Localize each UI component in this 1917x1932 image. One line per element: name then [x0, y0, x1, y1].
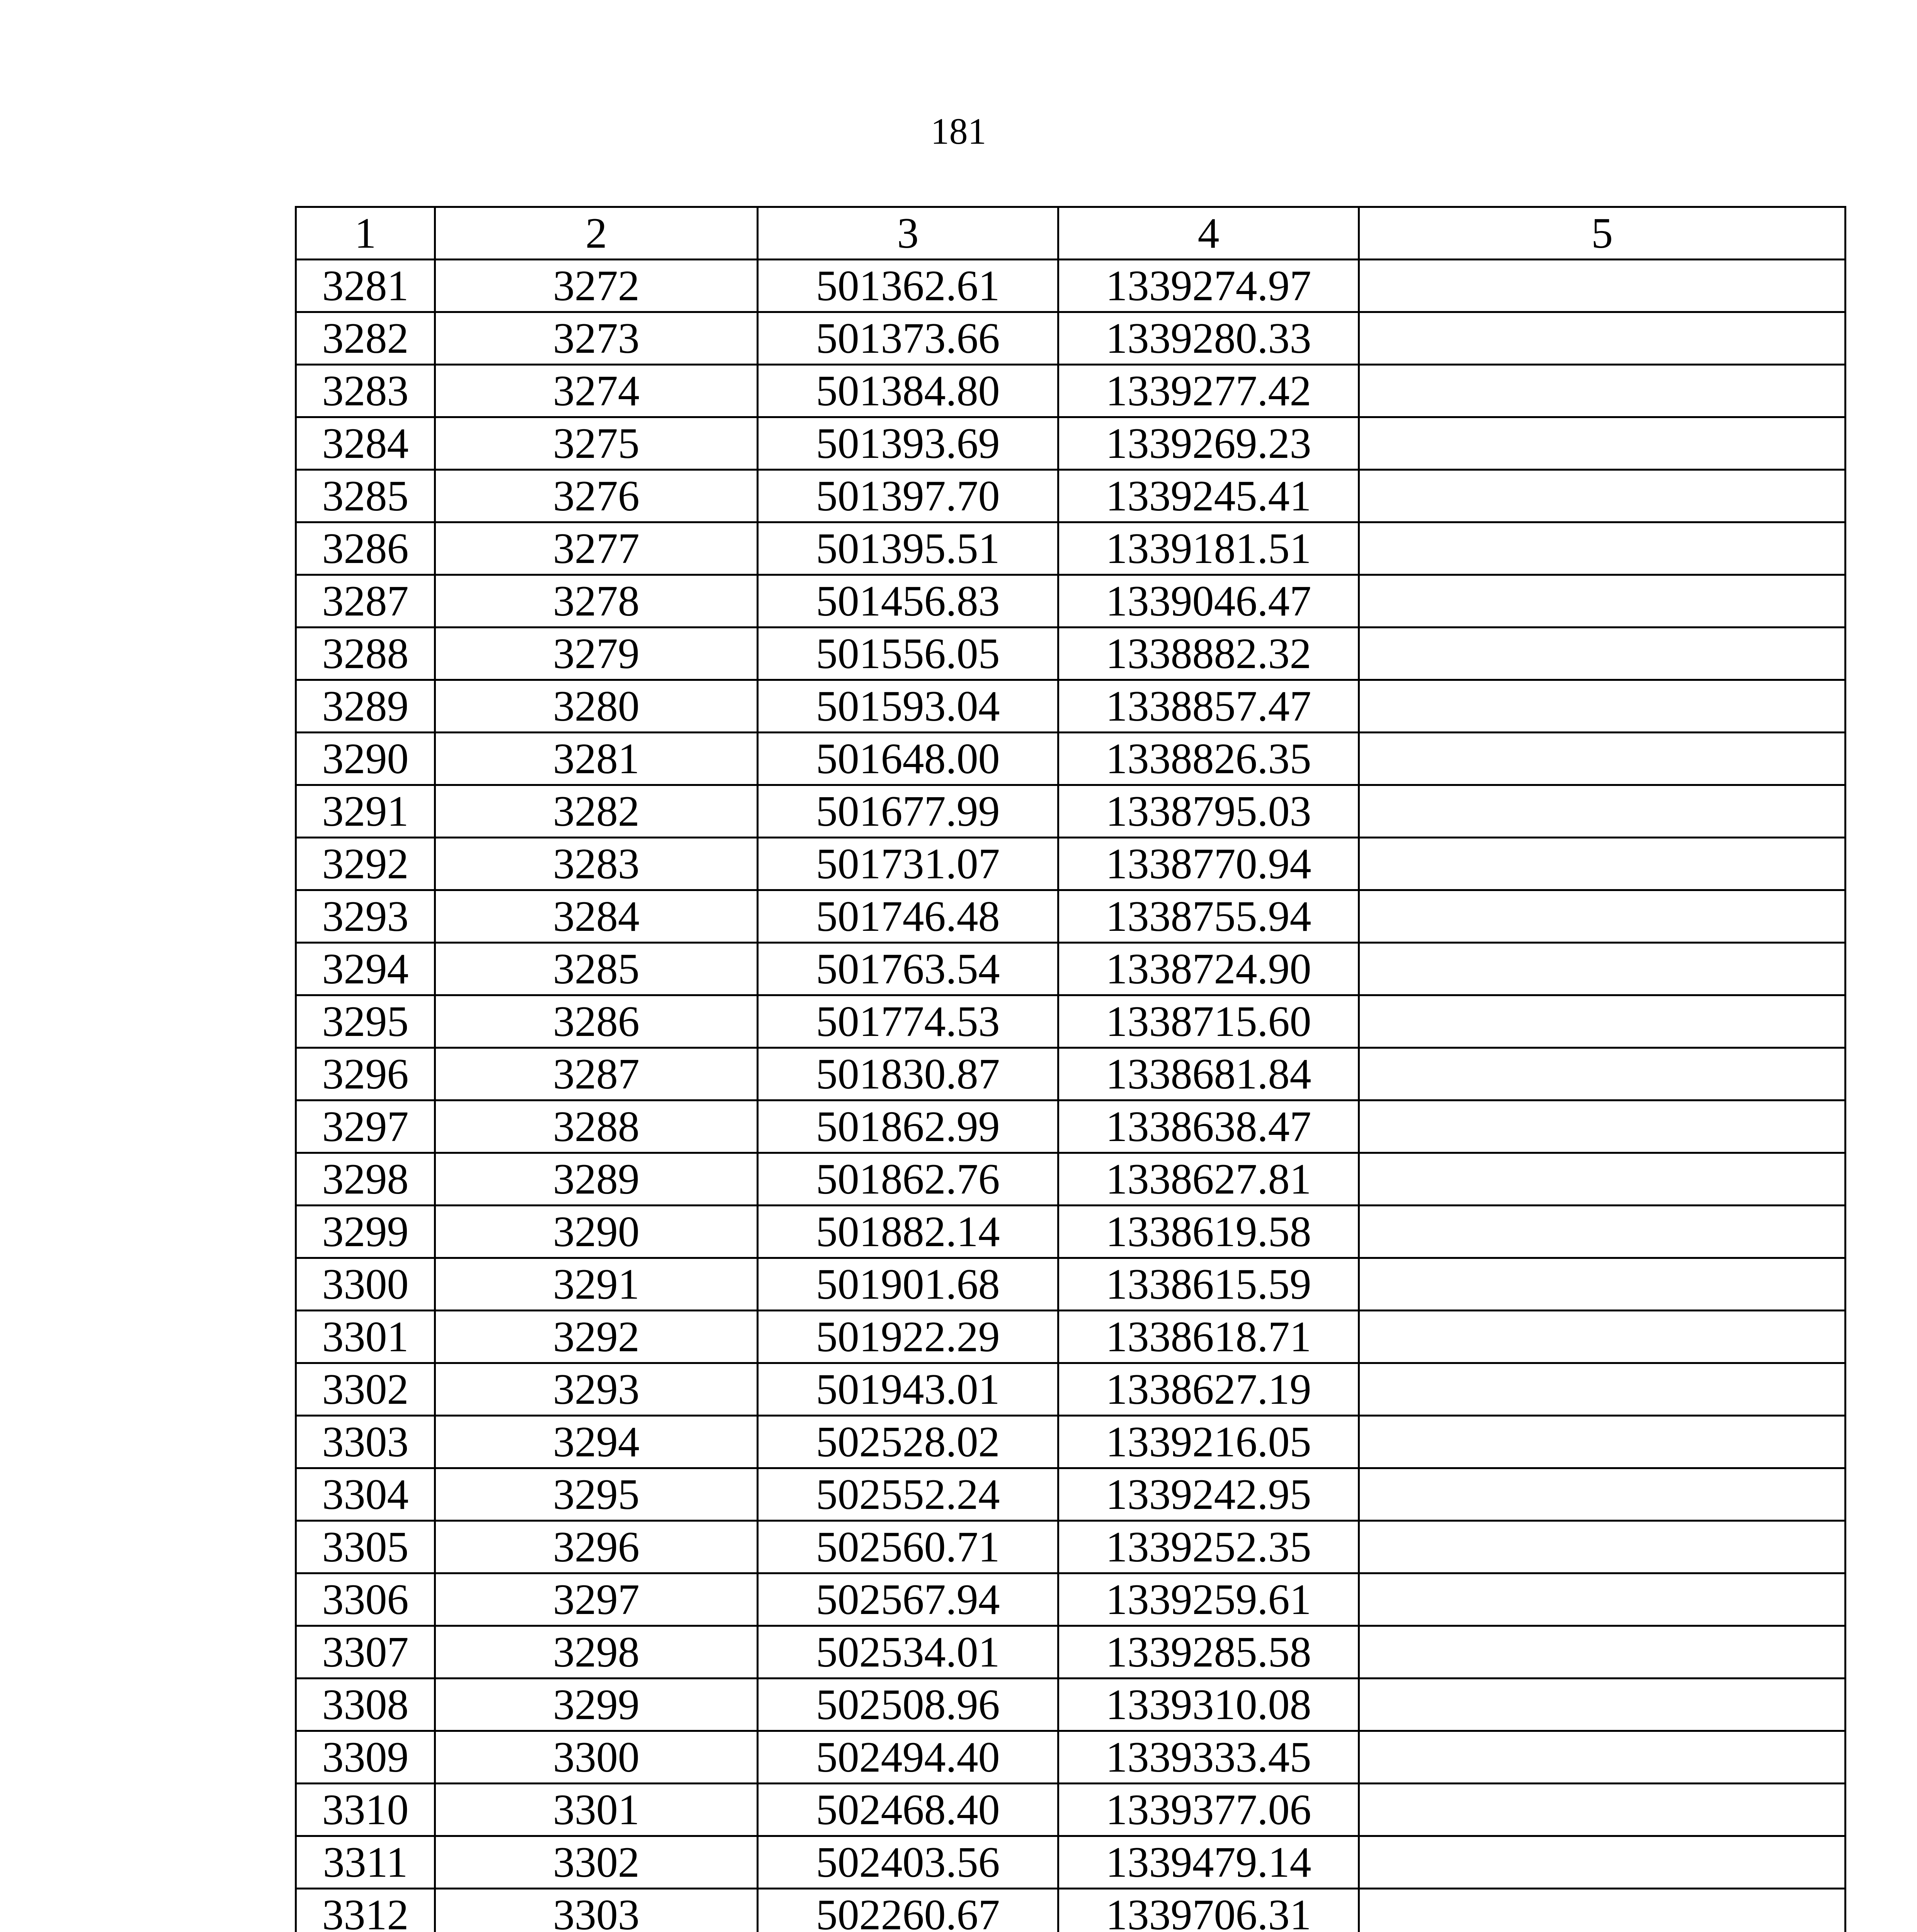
- table-cell-col-2: 3286: [435, 995, 758, 1048]
- table-cell-col-3: 501456.83: [758, 575, 1058, 628]
- table-cell-col-4: 1338627.81: [1058, 1153, 1359, 1206]
- table-cell-col-2: 3291: [435, 1258, 758, 1311]
- table-cell-col-2: 3297: [435, 1573, 758, 1626]
- table-cell-col-1: 3286: [296, 522, 435, 575]
- table-row: [296, 680, 1846, 733]
- table-cell-col-1: 3289: [296, 680, 435, 733]
- table-cell-col-5: [1359, 1468, 1846, 1521]
- table-cell-col-5: [1359, 260, 1846, 312]
- column-header-5: 5: [1359, 207, 1846, 260]
- table-cell-col-3: 501830.87: [758, 1048, 1058, 1100]
- table-cell-col-4: 1338681.84: [1058, 1048, 1359, 1100]
- table-row: [296, 1784, 1846, 1836]
- table-cell-col-5: [1359, 680, 1846, 733]
- table-cell-col-3: 501862.99: [758, 1100, 1058, 1153]
- table-cell-col-3: 501393.69: [758, 417, 1058, 470]
- table-cell-col-4: 1339706.31: [1058, 1889, 1359, 1932]
- table-cell-col-3: 501746.48: [758, 890, 1058, 943]
- coordinates-table: [295, 206, 1846, 1932]
- table-row: [296, 575, 1846, 628]
- table-cell-col-5: [1359, 312, 1846, 365]
- table-cell-col-3: 501763.54: [758, 943, 1058, 995]
- table-cell-col-2: 3282: [435, 785, 758, 838]
- table-row: [296, 995, 1846, 1048]
- table-cell-col-5: [1359, 1416, 1846, 1468]
- table-cell-col-3: 501862.76: [758, 1153, 1058, 1206]
- table-cell-col-4: 1339285.58: [1058, 1626, 1359, 1679]
- table-row: [296, 1521, 1846, 1573]
- table-cell-col-5: [1359, 1521, 1846, 1573]
- table-cell-col-3: 501922.29: [758, 1311, 1058, 1363]
- table-cell-col-2: 3301: [435, 1784, 758, 1836]
- table-cell-col-2: 3272: [435, 260, 758, 312]
- table-cell-col-1: 3311: [296, 1836, 435, 1889]
- table-cell-col-1: 3287: [296, 575, 435, 628]
- table-cell-col-1: 3292: [296, 838, 435, 890]
- table-row: [296, 312, 1846, 365]
- table-cell-col-2: 3294: [435, 1416, 758, 1468]
- table-cell-col-2: 3293: [435, 1363, 758, 1416]
- table-cell-col-1: 3309: [296, 1731, 435, 1784]
- table-cell-col-1: 3281: [296, 260, 435, 312]
- page-number: 181: [930, 111, 987, 152]
- table-cell-col-4: 1338638.47: [1058, 1100, 1359, 1153]
- table-cell-col-2: 3278: [435, 575, 758, 628]
- table-cell-col-5: [1359, 995, 1846, 1048]
- table-cell-col-4: 1339259.61: [1058, 1573, 1359, 1626]
- table-cell-col-4: 1339479.14: [1058, 1836, 1359, 1889]
- table-cell-col-4: 1338615.59: [1058, 1258, 1359, 1311]
- table-row: [296, 1889, 1846, 1932]
- table-cell-col-2: 3283: [435, 838, 758, 890]
- table-cell-col-1: 3294: [296, 943, 435, 995]
- table-cell-col-1: 3288: [296, 628, 435, 680]
- table-row: [296, 838, 1846, 890]
- column-header-4: 4: [1058, 207, 1359, 260]
- table-cell-col-4: 1338627.19: [1058, 1363, 1359, 1416]
- table-row: [296, 1626, 1846, 1679]
- table-cell-col-3: 501901.68: [758, 1258, 1058, 1311]
- table-cell-col-3: 502534.01: [758, 1626, 1058, 1679]
- table-row: [296, 365, 1846, 417]
- table-cell-col-5: [1359, 1258, 1846, 1311]
- column-header-1: 1: [296, 207, 435, 260]
- table-row: [296, 1153, 1846, 1206]
- table-cell-col-5: [1359, 1048, 1846, 1100]
- table-cell-col-5: [1359, 1573, 1846, 1626]
- table-cell-col-3: 501362.61: [758, 260, 1058, 312]
- table-cell-col-4: 1338724.90: [1058, 943, 1359, 995]
- table-cell-col-4: 1339274.97: [1058, 260, 1359, 312]
- table-row: [296, 1416, 1846, 1468]
- table-row: [296, 1311, 1846, 1363]
- table-header-row: [296, 207, 1846, 260]
- table-cell-col-3: 502560.71: [758, 1521, 1058, 1573]
- table-cell-col-3: 502567.94: [758, 1573, 1058, 1626]
- table-cell-col-4: 1339181.51: [1058, 522, 1359, 575]
- table-row: [296, 1048, 1846, 1100]
- table-cell-col-5: [1359, 1679, 1846, 1731]
- table-cell-col-3: 501556.05: [758, 628, 1058, 680]
- table-cell-col-2: 3277: [435, 522, 758, 575]
- table-cell-col-1: 3296: [296, 1048, 435, 1100]
- table-cell-col-1: 3303: [296, 1416, 435, 1468]
- table-cell-col-3: 502528.02: [758, 1416, 1058, 1468]
- table-cell-col-3: 502403.56: [758, 1836, 1058, 1889]
- table-row: [296, 417, 1846, 470]
- table-cell-col-4: 1339245.41: [1058, 470, 1359, 522]
- table-cell-col-2: 3275: [435, 417, 758, 470]
- table-cell-col-5: [1359, 470, 1846, 522]
- table-cell-col-4: 1339377.06: [1058, 1784, 1359, 1836]
- table-cell-col-3: 501943.01: [758, 1363, 1058, 1416]
- table-cell-col-5: [1359, 417, 1846, 470]
- table-cell-col-4: 1339216.05: [1058, 1416, 1359, 1468]
- table-cell-col-5: [1359, 522, 1846, 575]
- table-cell-col-2: 3303: [435, 1889, 758, 1932]
- table-cell-col-5: [1359, 1153, 1846, 1206]
- table-cell-col-3: 501774.53: [758, 995, 1058, 1048]
- table-cell-col-4: 1339252.35: [1058, 1521, 1359, 1573]
- table-cell-col-4: 1339046.47: [1058, 575, 1359, 628]
- table-row: [296, 1731, 1846, 1784]
- table-row: [296, 628, 1846, 680]
- table-cell-col-3: 502508.96: [758, 1679, 1058, 1731]
- table-cell-col-5: [1359, 838, 1846, 890]
- table-cell-col-5: [1359, 890, 1846, 943]
- table-cell-col-2: 3302: [435, 1836, 758, 1889]
- table-cell-col-5: [1359, 1784, 1846, 1836]
- table-cell-col-4: 1339242.95: [1058, 1468, 1359, 1521]
- table-cell-col-3: 501731.07: [758, 838, 1058, 890]
- table-cell-col-4: 1339333.45: [1058, 1731, 1359, 1784]
- table-cell-col-2: 3289: [435, 1153, 758, 1206]
- table-cell-col-3: 501882.14: [758, 1206, 1058, 1258]
- table-cell-col-1: 3293: [296, 890, 435, 943]
- table-cell-col-5: [1359, 365, 1846, 417]
- table-cell-col-1: 3306: [296, 1573, 435, 1626]
- table-cell-col-5: [1359, 1626, 1846, 1679]
- table-cell-col-1: 3302: [296, 1363, 435, 1416]
- table-cell-col-1: 3310: [296, 1784, 435, 1836]
- table-cell-col-2: 3288: [435, 1100, 758, 1153]
- table-cell-col-2: 3287: [435, 1048, 758, 1100]
- table-cell-col-2: 3296: [435, 1521, 758, 1573]
- table-cell-col-2: 3276: [435, 470, 758, 522]
- table-row: [296, 733, 1846, 785]
- table-row: [296, 785, 1846, 838]
- table-cell-col-5: [1359, 1100, 1846, 1153]
- table-cell-col-1: 3284: [296, 417, 435, 470]
- table-cell-col-2: 3280: [435, 680, 758, 733]
- table-row: [296, 1573, 1846, 1626]
- table-cell-col-4: 1338795.03: [1058, 785, 1359, 838]
- table-cell-col-2: 3292: [435, 1311, 758, 1363]
- table-row: [296, 1468, 1846, 1521]
- table-cell-col-1: 3285: [296, 470, 435, 522]
- table-cell-col-5: [1359, 1363, 1846, 1416]
- table-cell-col-1: 3307: [296, 1626, 435, 1679]
- table-cell-col-1: 3298: [296, 1153, 435, 1206]
- table-cell-col-1: 3283: [296, 365, 435, 417]
- table-cell-col-2: 3290: [435, 1206, 758, 1258]
- table-cell-col-5: [1359, 628, 1846, 680]
- table-cell-col-5: [1359, 785, 1846, 838]
- table-cell-col-2: 3298: [435, 1626, 758, 1679]
- table-cell-col-5: [1359, 733, 1846, 785]
- table-cell-col-3: 502468.40: [758, 1784, 1058, 1836]
- table-cell-col-3: 501395.51: [758, 522, 1058, 575]
- table-cell-col-5: [1359, 575, 1846, 628]
- table-cell-col-4: 1338770.94: [1058, 838, 1359, 890]
- table-cell-col-1: 3301: [296, 1311, 435, 1363]
- table-cell-col-3: 502552.24: [758, 1468, 1058, 1521]
- table-cell-col-1: 3290: [296, 733, 435, 785]
- table-cell-col-1: 3304: [296, 1468, 435, 1521]
- table-cell-col-4: 1339310.08: [1058, 1679, 1359, 1731]
- table-cell-col-1: 3308: [296, 1679, 435, 1731]
- table-cell-col-3: 502260.67: [758, 1889, 1058, 1932]
- table-cell-col-1: 3291: [296, 785, 435, 838]
- table-cell-col-3: 501384.80: [758, 365, 1058, 417]
- table-cell-col-5: [1359, 1889, 1846, 1932]
- table-cell-col-1: 3299: [296, 1206, 435, 1258]
- table-cell-col-2: 3273: [435, 312, 758, 365]
- table-row: [296, 943, 1846, 995]
- table-cell-col-3: 501397.70: [758, 470, 1058, 522]
- table-cell-col-3: 501677.99: [758, 785, 1058, 838]
- table-cell-col-4: 1338618.71: [1058, 1311, 1359, 1363]
- table-cell-col-2: 3281: [435, 733, 758, 785]
- table-cell-col-1: 3305: [296, 1521, 435, 1573]
- table-cell-col-5: [1359, 1731, 1846, 1784]
- table-cell-col-1: 3300: [296, 1258, 435, 1311]
- table-cell-col-2: 3300: [435, 1731, 758, 1784]
- table-cell-col-5: [1359, 943, 1846, 995]
- column-header-2: 2: [435, 207, 758, 260]
- table-body: [296, 260, 1846, 1932]
- table-cell-col-4: 1338619.58: [1058, 1206, 1359, 1258]
- table-cell-col-4: 1338882.32: [1058, 628, 1359, 680]
- table-cell-col-5: [1359, 1836, 1846, 1889]
- table-cell-col-4: 1338715.60: [1058, 995, 1359, 1048]
- table-cell-col-1: 3312: [296, 1889, 435, 1932]
- table-cell-col-3: 501648.00: [758, 733, 1058, 785]
- table-cell-col-2: 3299: [435, 1679, 758, 1731]
- table-cell-col-1: 3295: [296, 995, 435, 1048]
- table-cell-col-2: 3274: [435, 365, 758, 417]
- table-cell-col-3: 501373.66: [758, 312, 1058, 365]
- table-row: [296, 1258, 1846, 1311]
- table-row: [296, 1363, 1846, 1416]
- table-row: [296, 470, 1846, 522]
- table-cell-col-4: 1338755.94: [1058, 890, 1359, 943]
- table-cell-col-2: 3284: [435, 890, 758, 943]
- table-cell-col-2: 3295: [435, 1468, 758, 1521]
- table-cell-col-2: 3279: [435, 628, 758, 680]
- table-cell-col-3: 502494.40: [758, 1731, 1058, 1784]
- table-cell-col-2: 3285: [435, 943, 758, 995]
- table-row: [296, 1206, 1846, 1258]
- column-header-3: 3: [758, 207, 1058, 260]
- table-cell-col-4: 1338826.35: [1058, 733, 1359, 785]
- table-cell-col-3: 501593.04: [758, 680, 1058, 733]
- table-row: [296, 260, 1846, 312]
- table-cell-col-4: 1339280.33: [1058, 312, 1359, 365]
- table-row: [296, 522, 1846, 575]
- table-row: [296, 890, 1846, 943]
- table-row: [296, 1100, 1846, 1153]
- table-row: [296, 1679, 1846, 1731]
- table-cell-col-1: 3282: [296, 312, 435, 365]
- table-cell-col-1: 3297: [296, 1100, 435, 1153]
- table-cell-col-5: [1359, 1311, 1846, 1363]
- table-row: [296, 1836, 1846, 1889]
- table-cell-col-4: 1339269.23: [1058, 417, 1359, 470]
- table-cell-col-4: 1339277.42: [1058, 365, 1359, 417]
- table-cell-col-4: 1338857.47: [1058, 680, 1359, 733]
- table-cell-col-5: [1359, 1206, 1846, 1258]
